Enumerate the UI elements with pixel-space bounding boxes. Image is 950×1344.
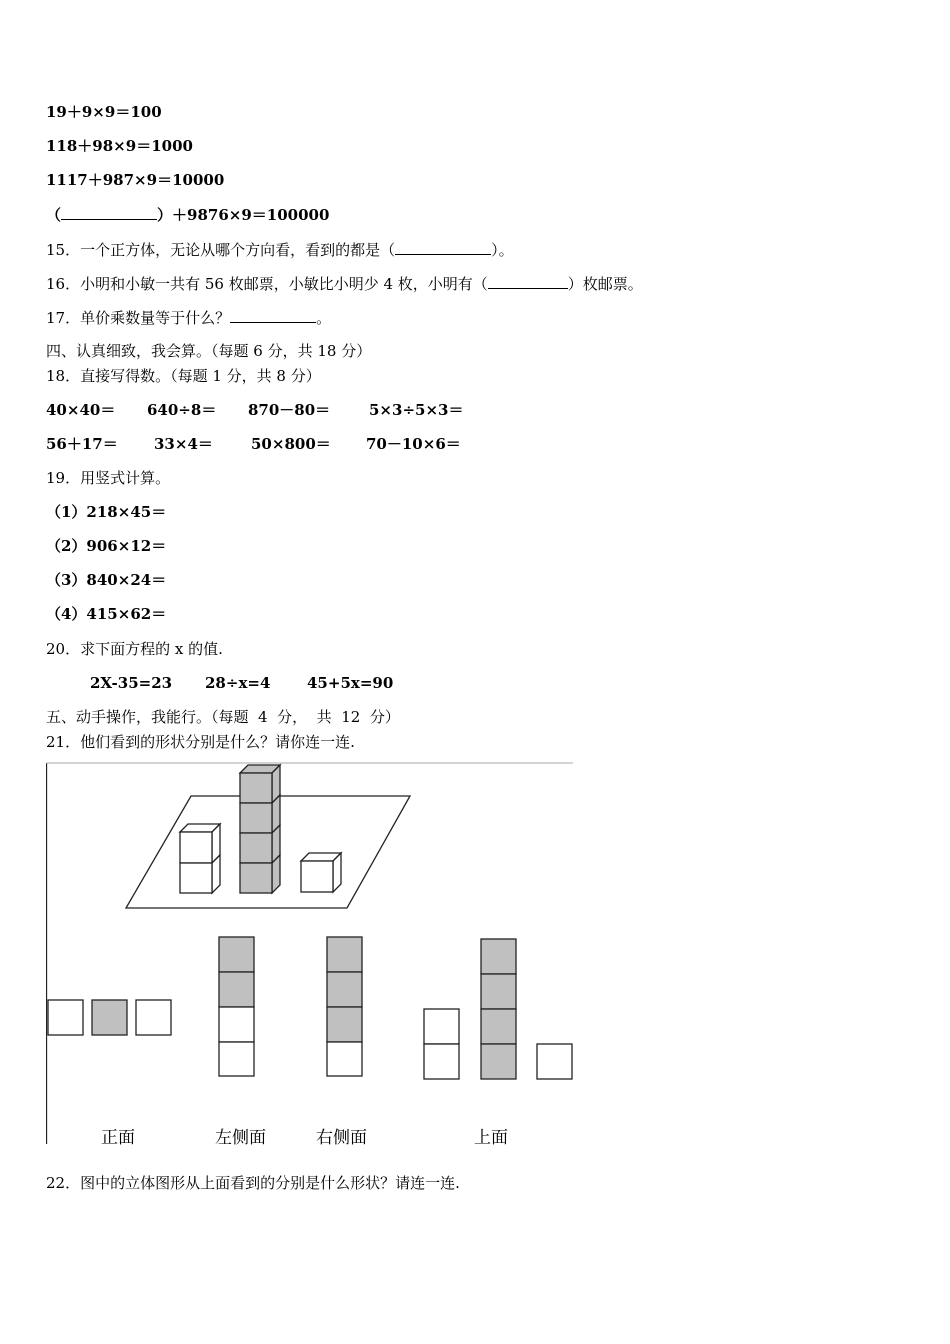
q18-item-1: 40×40＝ (46, 401, 116, 419)
q18-item-8: 70－10×6＝ (366, 435, 461, 453)
question-20-title: 20．求下面方程的 x 的值. (46, 640, 223, 658)
question-22-title: 22．图中的立体图形从上面看到的分别是什么形状？请连一连. (46, 1174, 460, 1192)
q19-item-3: （3）840×24＝ (46, 571, 167, 589)
q19-item-1: （1）218×45＝ (46, 503, 167, 521)
view-column-three-gray (327, 937, 362, 1076)
equation-1: 2X-35=23 (90, 674, 173, 692)
question-21-title: 21．他们看到的形状分别是什么？请你连一连. (46, 733, 355, 751)
pattern-line-3: 1117＋987×9＝10000 (46, 171, 225, 189)
single-cube (301, 853, 341, 892)
label-left-view: 左侧面 (215, 1128, 266, 1148)
question-16-close: ）枚邮票。 (567, 275, 643, 293)
question-15 (46, 240, 514, 259)
q18-item-4: 5×3÷5×3＝ (369, 401, 464, 419)
section-4-heading: 四、认真细致，我会算。（每题 6 分，共 18 分） (46, 342, 372, 360)
label-front-view: 正面 (101, 1128, 135, 1148)
answer-blank-16[interactable] (488, 274, 568, 289)
equation-3: 45+5x=90 (307, 674, 394, 692)
answer-blank-14[interactable] (61, 205, 157, 220)
q18-item-5: 56＋17＝ (46, 435, 118, 453)
q18-item-6: 33×4＝ (154, 435, 213, 453)
pattern-line-4 (46, 205, 329, 224)
question-17 (46, 308, 331, 327)
q18-item-2: 640÷8＝ (147, 401, 217, 419)
view-three-columns (424, 939, 572, 1079)
q19-item-4: （4）415×62＝ (46, 605, 167, 623)
q18-item-7: 50×800＝ (251, 435, 331, 453)
equation-2: 28÷x=4 (205, 674, 271, 692)
views-figure (46, 762, 576, 1154)
question-15-text: 15．一个正方体，无论从哪个方向看，看到的都是（ (46, 241, 396, 259)
pattern-line-2: 118＋98×9＝1000 (46, 137, 193, 155)
view-column-two-gray (219, 937, 254, 1076)
section-5-heading: 五、动手操作，我能行。（每题 4 分， 共 12 分） (46, 708, 400, 726)
answer-blank-17[interactable] (230, 308, 316, 323)
label-top-view: 上面 (474, 1128, 508, 1148)
pattern-line-1: 19＋9×9＝100 (46, 103, 162, 121)
question-16-text: 16．小明和小敏一共有 56 枚邮票，小敏比小明少 4 枚，小明有（ (46, 275, 488, 293)
question-17-text: 17．单价乘数量等于什么？ (46, 309, 231, 327)
question-16 (46, 274, 643, 293)
question-18-title: 18．直接写得数。（每题 1 分，共 8 分） (46, 367, 321, 385)
pattern-line-4-rest: ）＋9876×9＝100000 (157, 206, 330, 224)
q18-item-3: 870－80＝ (248, 401, 331, 419)
question-15-close: ）。 (491, 241, 514, 259)
answer-blank-15[interactable] (395, 240, 491, 255)
q19-item-2: （2）906×12＝ (46, 537, 167, 555)
left-cube-stack (180, 824, 220, 893)
question-17-close: 。 (316, 309, 332, 327)
pattern-open-paren: （ (46, 206, 62, 224)
tall-cube-stack (240, 765, 280, 893)
label-right-view: 右侧面 (316, 1128, 367, 1148)
question-19-title: 19．用竖式计算。 (46, 469, 171, 487)
view-three-in-row (48, 1000, 171, 1035)
